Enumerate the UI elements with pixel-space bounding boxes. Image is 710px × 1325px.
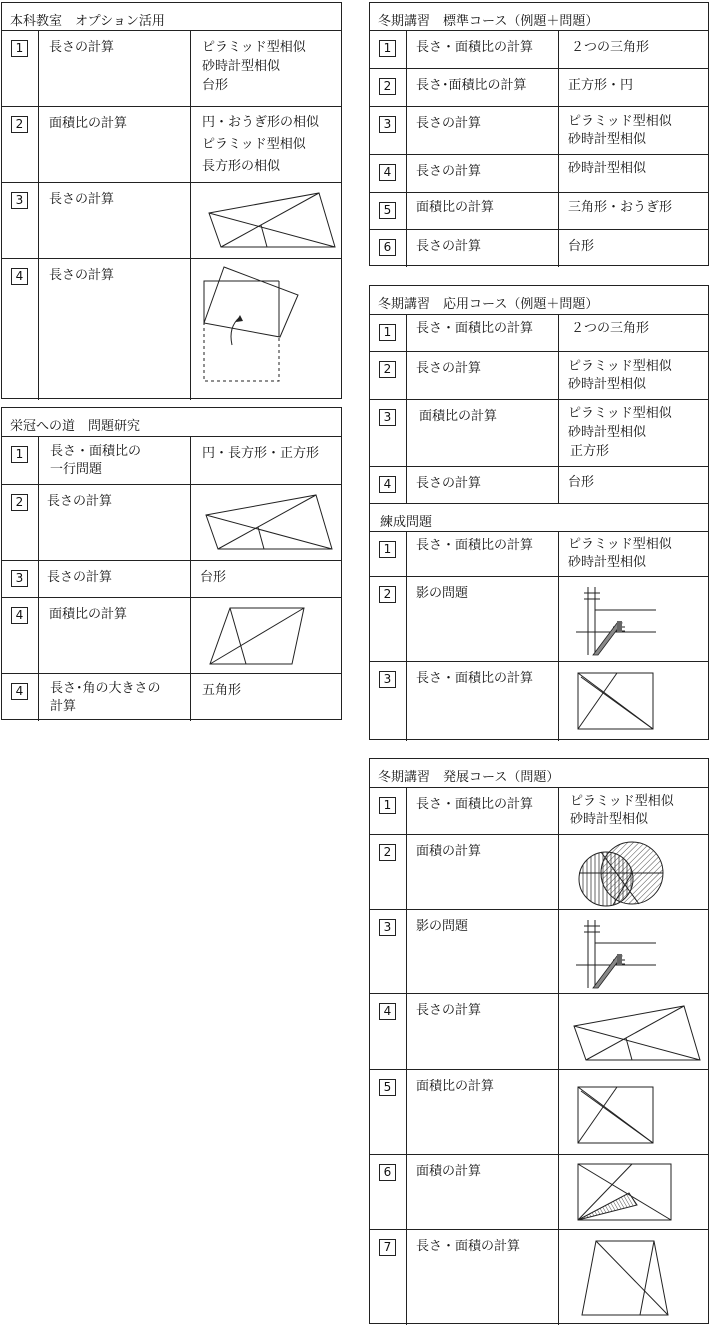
rectangle-diagonals-figure — [577, 672, 655, 730]
table-row — [2, 259, 341, 400]
row-content: 三角形・おうぎ形 — [568, 200, 673, 215]
table-title: 本科教室 オプション活用 — [2, 3, 341, 31]
table-row — [370, 1230, 708, 1325]
shadow-pole-figure — [576, 585, 658, 657]
row-topic: 長さの計算 — [416, 116, 482, 131]
row-number: 4 — [379, 1003, 396, 1020]
row-number: 2 — [11, 116, 28, 133]
table-row — [2, 598, 341, 674]
row-topic: 計算 — [50, 699, 77, 714]
trapezoid-crossing-lines-figure — [204, 493, 334, 553]
row-topic: 長さ・面積の計算 — [416, 1239, 521, 1254]
row-topic: 面積比の計算 — [49, 607, 128, 622]
table-row — [370, 1155, 708, 1230]
table-row — [370, 467, 708, 504]
row-content: 台形 — [568, 239, 595, 254]
overlapping-circles-figure — [577, 842, 667, 906]
row-number: 4 — [379, 476, 396, 493]
row-number: 4 — [11, 268, 28, 285]
row-content: ピラミッド型相似 — [570, 794, 674, 809]
table-row — [370, 910, 708, 994]
table-row — [2, 107, 341, 183]
row-topic: 長さ・面積比の計算 — [416, 40, 534, 55]
row-content: ピラミッド型相似 — [568, 537, 672, 552]
table-row — [370, 788, 708, 835]
table-row — [370, 662, 708, 741]
row-topic: 長さ･角の大きさの — [50, 681, 161, 696]
trapezoid-crossing-lines-figure — [207, 191, 337, 251]
row-number: 6 — [379, 239, 396, 256]
table-row — [370, 577, 708, 662]
row-content: ピラミッド型相似 — [202, 137, 306, 152]
row-number: 1 — [11, 40, 28, 57]
row-topic: 長さの計算 — [416, 239, 482, 254]
row-topic: 長さ・面積比の — [50, 444, 142, 459]
row-content: 砂時計型相似 — [568, 377, 647, 392]
row-number: 2 — [379, 844, 396, 861]
row-number: 3 — [379, 671, 396, 688]
row-number: 2 — [379, 78, 396, 95]
table-row — [370, 1070, 708, 1155]
row-number: 2 — [11, 494, 28, 511]
table-row — [370, 352, 708, 400]
row-number: 1 — [11, 446, 28, 463]
row-topic: 長さの計算 — [49, 192, 115, 207]
row-number: 3 — [379, 409, 396, 426]
row-topic: 長さの計算 — [416, 361, 482, 376]
table-row — [370, 835, 708, 910]
applied-course-table — [369, 285, 709, 740]
row-number: 5 — [379, 1079, 396, 1096]
row-content: 台形 — [202, 78, 229, 93]
row-topic: 長さの計算 — [47, 570, 113, 585]
row-content: ピラミッド型相似 — [568, 406, 672, 421]
table-title: 栄冠への道 問題研究 — [2, 408, 341, 437]
table-row — [370, 315, 708, 352]
table-row — [2, 485, 341, 561]
row-topic: 長さ・面積比の計算 — [416, 538, 534, 553]
table-title: 冬期講習 応用コース（例題＋問題） — [370, 286, 708, 315]
row-topic: 長さ・面積比の計算 — [416, 321, 534, 336]
row-content: ２つの三角形 — [571, 40, 650, 55]
table-row — [370, 532, 708, 577]
row-content: 砂時計型相似 — [202, 59, 281, 74]
row-topic: 面積比の計算 — [49, 116, 128, 131]
row-topic: 長さの計算 — [47, 494, 113, 509]
row-number: 1 — [379, 541, 396, 558]
practice-section-title: 練成問題 — [370, 504, 708, 532]
row-number: 5 — [379, 202, 396, 219]
row-number: 4 — [11, 607, 28, 624]
row-topic: 面積の計算 — [416, 1164, 482, 1179]
row-number: 1 — [379, 797, 396, 814]
row-topic: 長さ･面積比の計算 — [416, 78, 527, 93]
row-number: 3 — [379, 116, 396, 133]
row-content: ピラミッド型相似 — [202, 40, 306, 55]
row-content: 長方形の相似 — [202, 159, 281, 174]
row-content: ２つの三角形 — [571, 321, 650, 336]
rotated-rectangle-figure — [200, 265, 305, 387]
row-content: 円・おうぎ形の相似 — [202, 115, 320, 130]
row-content: 正方形 — [570, 444, 610, 459]
standard-course-table — [369, 2, 709, 266]
table-row — [2, 437, 341, 485]
row-topic: 面積比の計算 — [419, 409, 498, 424]
table-row — [370, 155, 708, 193]
row-number: 3 — [11, 570, 28, 587]
trapezoid-crossing-lines-figure — [572, 1004, 702, 1064]
row-content: 台形 — [200, 570, 227, 585]
table-row — [370, 230, 708, 267]
parallelogram-figure — [208, 606, 308, 666]
row-topic: 影の問題 — [416, 919, 469, 934]
row-number: 2 — [379, 586, 396, 603]
row-content: 正方形・円 — [568, 78, 634, 93]
rectangle-shaded-triangle-figure — [577, 1163, 673, 1223]
row-number: 4 — [11, 683, 28, 700]
rectangle-diagonals-figure — [577, 1086, 655, 1144]
trapezoid-diagonals-figure — [580, 1239, 670, 1317]
row-content: 円・長方形・正方形 — [202, 446, 320, 461]
table-row — [370, 107, 708, 155]
row-topic: 長さ・面積比の計算 — [416, 797, 534, 812]
table-row — [370, 31, 708, 69]
row-number: 3 — [11, 192, 28, 209]
row-content: ピラミッド型相似 — [568, 114, 672, 129]
table-row — [2, 561, 341, 598]
row-topic: 長さの計算 — [416, 1003, 482, 1018]
row-number: 3 — [379, 919, 396, 936]
table-title: 冬期講習 標準コース（例題＋問題） — [370, 3, 708, 31]
shadow-pole-figure — [576, 918, 658, 990]
table-row — [370, 69, 708, 107]
row-topic: 長さの計算 — [416, 476, 482, 491]
row-number: 2 — [379, 361, 396, 378]
table-row — [2, 674, 341, 721]
table-title: 冬期講習 発展コース（問題） — [370, 759, 708, 788]
table-row — [370, 994, 708, 1070]
row-content: 砂時計型相似 — [568, 555, 647, 570]
advanced-course-table — [369, 758, 709, 1324]
research-table — [1, 407, 342, 720]
row-topic: 面積比の計算 — [416, 1079, 495, 1094]
row-topic: 一行問題 — [50, 462, 103, 477]
row-content: 砂時計型相似 — [568, 161, 647, 176]
row-content: 五角形 — [202, 683, 242, 698]
table-row — [370, 193, 708, 230]
row-number: 1 — [379, 40, 396, 57]
row-number: 6 — [379, 1164, 396, 1181]
row-number: 4 — [379, 164, 396, 181]
row-topic: 長さの計算 — [416, 164, 482, 179]
row-content: 砂時計型相似 — [570, 812, 649, 827]
row-topic: 影の問題 — [416, 586, 469, 601]
row-content: ピラミッド型相似 — [568, 359, 672, 374]
row-topic: 長さ・面積比の計算 — [416, 671, 534, 686]
row-topic: 長さの計算 — [49, 40, 115, 55]
row-number: 1 — [379, 324, 396, 341]
row-content: 砂時計型相似 — [568, 425, 647, 440]
table-row — [370, 400, 708, 467]
row-topic: 面積比の計算 — [416, 200, 495, 215]
row-content: 台形 — [568, 475, 595, 490]
row-content: 砂時計型相似 — [568, 132, 647, 147]
row-topic: 長さの計算 — [49, 268, 115, 283]
row-number: 7 — [379, 1239, 396, 1256]
option-table — [1, 2, 342, 399]
row-topic: 面積の計算 — [416, 844, 482, 859]
table-row — [2, 183, 341, 259]
table-row — [2, 31, 341, 107]
